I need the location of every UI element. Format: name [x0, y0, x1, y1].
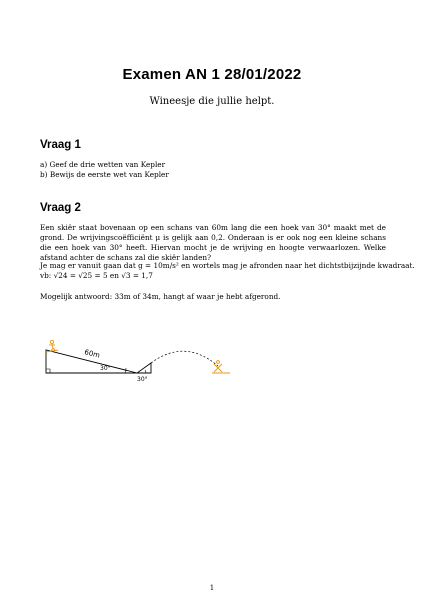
question-2-assumption: Je mag er vanuit gaan dat g = 10m/s² en wortels mag je afronden naar het dichtstbijzijnde kwadraat. [40, 261, 415, 270]
slope-length-label: 60m [83, 348, 101, 360]
ski-jump-figure [40, 340, 240, 388]
page-title: Examen AN 1 28/01/2022 [122, 66, 302, 83]
question-1-line-a: a) Geef de drie wetten van Kepler [40, 160, 166, 169]
page-subtitle: Wineesje die jullie helpt. [149, 96, 275, 107]
slope-angle-label: 30° [100, 365, 111, 372]
jump-angle-label: 30° [137, 376, 148, 383]
jump-triangle [137, 363, 151, 373]
page-number: 1 [209, 584, 215, 592]
right-angle-mark [46, 369, 50, 373]
question-1-heading: Vraag 1 [40, 139, 81, 151]
landing-figure-icon [212, 361, 230, 373]
question-1-line-b: b) Bewijs de eerste wet van Kepler [40, 170, 169, 179]
question-2-heading: Vraag 2 [40, 202, 81, 214]
question-2-answer: Mogelijk antwoord: 33m of 34m, hangt af waar je hebt afgerond. [40, 292, 281, 301]
question-2-paragraph: Een skiër staat bovenaan op een schans van 60m lang die een hoek van 30° maakt met de grond. De wrijvingscoëfficiënt μ is gelijk aan 0,2. Onderaan is er ook nog een kleine schans die een hoek van 30° heeft. Hiervan mocht je de wrijving en hoogte verwaarlozen. Welke afstand achter de schans zal die skiër landen? [40, 223, 386, 262]
question-2-example: vb: √24 = √25 = 5 en √3 = 1,7 [40, 271, 153, 280]
slope-angle-arc [125, 368, 126, 373]
jump-trajectory [151, 351, 218, 366]
jump-angle-arc [145, 370, 146, 373]
